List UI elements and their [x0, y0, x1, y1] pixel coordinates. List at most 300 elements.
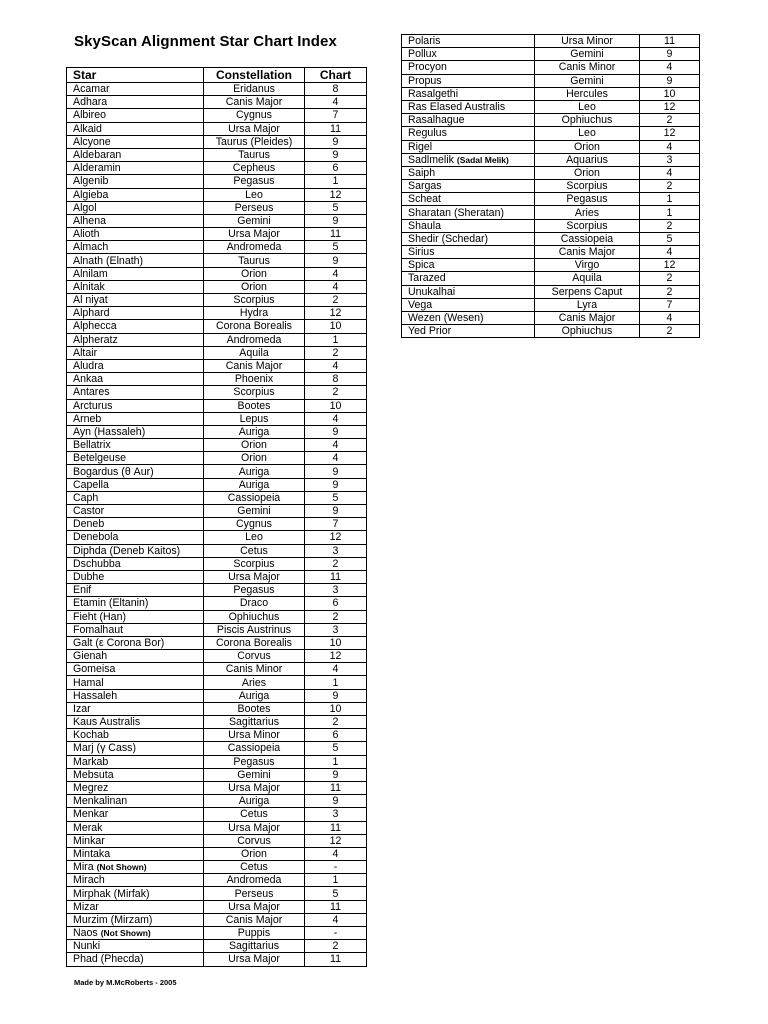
table-row	[67, 927, 367, 940]
chart-number-cell: 9	[640, 48, 700, 61]
constellation-cell: Aries	[535, 206, 640, 219]
chart-number-cell: 1	[640, 206, 700, 219]
constellation-cell: Pegasus	[535, 193, 640, 206]
chart-number-cell: 4	[305, 96, 367, 109]
chart-number-cell: 9	[305, 425, 367, 438]
chart-number-cell: 10	[305, 320, 367, 333]
chart-number-cell: 4	[305, 439, 367, 452]
constellation-cell: Canis Major	[535, 311, 640, 324]
star-name: Adhara	[73, 96, 108, 109]
chart-number-cell: 5	[305, 201, 367, 214]
constellation-cell: Ursa Major	[204, 122, 305, 135]
chart-number-cell: 11	[305, 953, 367, 966]
star-name-cell	[67, 505, 204, 518]
star-name: Pollux	[408, 48, 437, 61]
star-name: Dschubba	[73, 557, 121, 570]
chart-number-cell: 2	[305, 294, 367, 307]
table-row	[402, 325, 700, 338]
constellation-cell: Gemini	[204, 214, 305, 227]
star-name: Murzim (Mirzam)	[73, 913, 153, 926]
table-row	[67, 531, 367, 544]
chart-number-cell: 10	[305, 702, 367, 715]
star-name-cell	[67, 874, 204, 887]
constellation-cell: Orion	[535, 140, 640, 153]
constellation-cell: Pegasus	[204, 175, 305, 188]
table-row	[402, 285, 700, 298]
star-name: Shaula	[408, 219, 441, 232]
chart-number-cell: 1	[305, 333, 367, 346]
star-name-cell	[67, 913, 204, 926]
table-row	[67, 584, 367, 597]
constellation-cell: Ursa Minor	[204, 729, 305, 742]
star-name: Alpheratz	[73, 333, 118, 346]
star-name: Shedir (Schedar)	[408, 232, 489, 245]
table-row	[402, 153, 700, 166]
chart-number-cell: 2	[305, 940, 367, 953]
star-name: Marj (γ Cass)	[73, 742, 136, 755]
constellation-cell: Auriga	[204, 425, 305, 438]
star-name-cell	[67, 689, 204, 702]
constellation-cell: Perseus	[204, 201, 305, 214]
chart-number-cell: 2	[640, 325, 700, 338]
constellation-cell: Canis Major	[204, 359, 305, 372]
star-name-cell	[67, 425, 204, 438]
chart-number-cell: 9	[305, 214, 367, 227]
star-name-cell	[67, 122, 204, 135]
table-row	[67, 425, 367, 438]
page-title: SkyScan Alignment Star Chart Index	[74, 33, 337, 50]
table-row	[67, 201, 367, 214]
star-name: Phad (Phecda)	[73, 953, 144, 966]
table-row	[67, 742, 367, 755]
star-name-cell	[67, 755, 204, 768]
star-name-cell	[67, 940, 204, 953]
star-name: Alphecca	[73, 320, 117, 333]
star-name: Ankaa	[73, 373, 104, 386]
star-name-cell	[67, 294, 204, 307]
chart-number-cell: 8	[305, 83, 367, 96]
star-name-cell	[67, 927, 204, 940]
star-name: Hassaleh	[73, 689, 118, 702]
constellation-cell: Ophiuchus	[535, 325, 640, 338]
table-row	[402, 114, 700, 127]
star-name-cell	[67, 399, 204, 412]
chart-number-cell: 12	[640, 127, 700, 140]
star-name-cell	[67, 900, 204, 913]
table-row	[67, 597, 367, 610]
constellation-cell: Puppis	[204, 927, 305, 940]
table-row	[67, 241, 367, 254]
star-name: Minkar	[73, 834, 105, 847]
table-row	[67, 795, 367, 808]
table-row	[402, 127, 700, 140]
star-name-cell	[402, 140, 535, 153]
table-row	[67, 96, 367, 109]
star-name: Vega	[408, 298, 433, 311]
table-row	[67, 887, 367, 900]
star-name-cell	[67, 201, 204, 214]
chart-number-cell: 11	[305, 228, 367, 241]
star-name-cell	[67, 148, 204, 161]
table-row	[67, 505, 367, 518]
star-name-cell	[67, 716, 204, 729]
constellation-cell: Orion	[204, 452, 305, 465]
star-name-cell	[67, 584, 204, 597]
star-name: Gomeisa	[73, 663, 116, 676]
star-name-cell	[402, 166, 535, 179]
constellation-cell: Ursa Minor	[535, 35, 640, 48]
constellation-cell: Aquila	[204, 346, 305, 359]
chart-number-cell: 5	[305, 742, 367, 755]
table-row	[67, 636, 367, 649]
star-name-cell	[402, 219, 535, 232]
star-name-cell	[67, 834, 204, 847]
star-name: Rasalhague	[408, 114, 465, 127]
constellation-cell: Phoenix	[204, 373, 305, 386]
chart-number-cell: 2	[305, 386, 367, 399]
table-row	[67, 808, 367, 821]
star-name: Alphard	[73, 307, 110, 320]
table-row	[67, 386, 367, 399]
star-name-cell	[67, 96, 204, 109]
constellation-cell: Andromeda	[204, 333, 305, 346]
chart-number-cell: 4	[305, 913, 367, 926]
table-row	[67, 610, 367, 623]
chart-number-cell: 12	[305, 650, 367, 663]
table-row	[402, 193, 700, 206]
chart-number-cell: 11	[305, 122, 367, 135]
table-row	[402, 166, 700, 179]
constellation-cell: Pegasus	[204, 755, 305, 768]
constellation-cell: Ursa Major	[204, 953, 305, 966]
star-name: Menkalinan	[73, 795, 128, 808]
star-name: Bellatrix	[73, 439, 111, 452]
constellation-cell: Gemini	[204, 768, 305, 781]
star-name-cell	[67, 478, 204, 491]
star-name-cell	[67, 676, 204, 689]
table-row	[67, 359, 367, 372]
star-name-cell	[402, 153, 535, 166]
star-name-cell	[67, 320, 204, 333]
star-name-cell	[402, 193, 535, 206]
constellation-cell: Cetus	[204, 861, 305, 874]
table-row	[67, 491, 367, 504]
star-name: Arcturus	[73, 399, 113, 412]
constellation-cell: Cygnus	[204, 109, 305, 122]
star-name: Scheat	[408, 193, 441, 206]
star-name: Ayn (Hassaleh)	[73, 425, 146, 438]
chart-number-cell: 2	[305, 346, 367, 359]
star-name: Unukalhai	[408, 285, 456, 298]
constellation-cell: Leo	[535, 127, 640, 140]
table-row	[402, 246, 700, 259]
table-row	[67, 412, 367, 425]
chart-number-cell: 9	[305, 135, 367, 148]
chart-number-cell: 2	[305, 716, 367, 729]
star-name-cell	[402, 311, 535, 324]
constellation-cell: Taurus	[204, 148, 305, 161]
constellation-cell: Taurus (Pleides)	[204, 135, 305, 148]
chart-number-cell: -	[305, 861, 367, 874]
chart-number-cell: 3	[305, 623, 367, 636]
constellation-cell: Orion	[204, 847, 305, 860]
star-name-cell	[67, 162, 204, 175]
constellation-cell: Piscis Austrinus	[204, 623, 305, 636]
chart-number-cell: 1	[305, 175, 367, 188]
table-row	[402, 87, 700, 100]
constellation-cell: Auriga	[204, 465, 305, 478]
table-row	[67, 135, 367, 148]
star-name-cell	[67, 214, 204, 227]
star-name: Rasalgethi	[408, 87, 459, 100]
table-row	[67, 953, 367, 966]
chart-number-cell: 5	[640, 232, 700, 245]
star-index-table-left	[66, 67, 367, 967]
star-name: Kochab	[73, 729, 109, 742]
chart-number-cell: 12	[305, 531, 367, 544]
table-row	[67, 781, 367, 794]
constellation-cell: Scorpius	[204, 386, 305, 399]
star-name-cell	[402, 87, 535, 100]
star-name-cell	[402, 180, 535, 193]
table-row	[67, 755, 367, 768]
star-name-cell	[67, 188, 204, 201]
chart-number-cell: 5	[305, 241, 367, 254]
chart-number-cell: 2	[640, 219, 700, 232]
table-row	[67, 874, 367, 887]
star-name: Arneb	[73, 412, 102, 425]
star-name: Acamar	[73, 83, 110, 96]
star-name-cell	[402, 100, 535, 113]
constellation-cell: Ursa Major	[204, 900, 305, 913]
star-name: Diphda (Deneb Kaitos)	[73, 544, 181, 557]
star-name: Etamin (Eltanin)	[73, 597, 149, 610]
star-name: Megrez	[73, 782, 109, 795]
chart-number-cell: 9	[640, 74, 700, 87]
star-name-cell	[402, 298, 535, 311]
constellation-cell: Corvus	[204, 650, 305, 663]
constellation-cell: Scorpius	[204, 557, 305, 570]
star-name-cell	[67, 452, 204, 465]
chart-number-cell: 4	[640, 140, 700, 153]
star-name: Alhena	[73, 214, 106, 227]
chart-number-cell: 2	[305, 610, 367, 623]
star-name-cell	[67, 439, 204, 452]
star-name-cell	[402, 272, 535, 285]
star-name-cell	[67, 307, 204, 320]
star-name-cell	[67, 267, 204, 280]
table-row	[67, 109, 367, 122]
star-name-cell	[67, 557, 204, 570]
star-name: Sirius	[408, 246, 435, 259]
chart-number-cell: 4	[305, 452, 367, 465]
chart-number-cell: 1	[305, 874, 367, 887]
constellation-cell: Canis Major	[204, 913, 305, 926]
constellation-cell: Orion	[204, 267, 305, 280]
star-name-cell	[67, 412, 204, 425]
star-name-cell	[402, 325, 535, 338]
star-note: (Not Shown)	[100, 928, 151, 939]
star-name-cell	[67, 175, 204, 188]
chart-number-cell: 2	[640, 272, 700, 285]
constellation-cell: Eridanus	[204, 83, 305, 96]
star-name: Alkaid	[73, 122, 102, 135]
star-name: Mebsuta	[73, 768, 114, 781]
star-name-cell	[67, 808, 204, 821]
star-name-cell	[67, 254, 204, 267]
constellation-cell: Ursa Major	[204, 570, 305, 583]
constellation-cell: Bootes	[204, 702, 305, 715]
table-row	[402, 74, 700, 87]
chart-number-cell: 8	[305, 373, 367, 386]
chart-number-cell: 5	[305, 887, 367, 900]
constellation-cell: Canis Major	[535, 246, 640, 259]
chart-number-cell: 2	[305, 557, 367, 570]
constellation-cell: Taurus	[204, 254, 305, 267]
table-row	[67, 716, 367, 729]
star-name-cell	[67, 83, 204, 96]
star-name-cell	[67, 821, 204, 834]
chart-number-cell: 12	[305, 834, 367, 847]
chart-number-cell: 4	[640, 166, 700, 179]
star-name-cell	[67, 742, 204, 755]
star-name: Algenib	[73, 175, 109, 188]
chart-number-cell: 2	[640, 180, 700, 193]
table-row	[67, 900, 367, 913]
star-name: Enif	[73, 584, 92, 597]
star-name-cell	[402, 232, 535, 245]
constellation-cell: Leo	[204, 531, 305, 544]
table-row	[67, 399, 367, 412]
star-name: Altair	[73, 346, 98, 359]
star-name: Kaus Australis	[73, 716, 141, 729]
author-credit: Made by M.McRoberts - 2005	[74, 978, 177, 987]
constellation-cell: Ophiuchus	[204, 610, 305, 623]
chart-number-cell: 9	[305, 465, 367, 478]
star-name: Nunki	[73, 940, 101, 953]
star-name: Procyon	[408, 61, 447, 74]
constellation-cell: Draco	[204, 597, 305, 610]
constellation-cell: Corvus	[204, 834, 305, 847]
constellation-cell: Andromeda	[204, 874, 305, 887]
table-row	[67, 307, 367, 320]
constellation-cell: Corona Borealis	[204, 636, 305, 649]
star-name-cell	[67, 109, 204, 122]
constellation-cell: Aquarius	[535, 153, 640, 166]
star-name-cell	[67, 610, 204, 623]
table-header-row	[67, 68, 367, 83]
constellation-cell: Auriga	[204, 795, 305, 808]
star-name: Gienah	[73, 650, 108, 663]
constellation-cell: Canis Minor	[204, 663, 305, 676]
star-name: Sargas	[408, 180, 442, 193]
constellation-cell: Ophiuchus	[535, 114, 640, 127]
chart-number-cell: 12	[640, 259, 700, 272]
chart-number-cell: 10	[305, 636, 367, 649]
star-name-cell	[402, 61, 535, 74]
table-row	[67, 834, 367, 847]
star-name-cell	[67, 887, 204, 900]
table-row	[67, 333, 367, 346]
chart-number-cell: 9	[305, 254, 367, 267]
star-name-cell	[67, 228, 204, 241]
star-name: Al niyat	[73, 294, 108, 307]
table-row	[67, 162, 367, 175]
star-name-cell	[402, 206, 535, 219]
chart-number-cell: 3	[305, 808, 367, 821]
table-row	[67, 267, 367, 280]
star-name-cell	[67, 729, 204, 742]
table-row	[402, 100, 700, 113]
table-row	[67, 188, 367, 201]
star-name-cell	[67, 241, 204, 254]
star-name: Fomalhaut	[73, 623, 124, 636]
star-index-table-right	[401, 34, 700, 338]
table-row	[402, 298, 700, 311]
table-row	[67, 175, 367, 188]
table-row	[402, 232, 700, 245]
table-row	[402, 48, 700, 61]
table-row	[402, 259, 700, 272]
chart-number-cell: 5	[305, 491, 367, 504]
star-name-cell	[67, 636, 204, 649]
table-row	[67, 346, 367, 359]
table-row	[67, 478, 367, 491]
table-row	[67, 847, 367, 860]
table-row	[67, 439, 367, 452]
constellation-cell: Lyra	[535, 298, 640, 311]
table-row	[67, 373, 367, 386]
constellation-cell: Cassiopeia	[535, 232, 640, 245]
star-name: Polaris	[408, 35, 441, 48]
table-row	[67, 702, 367, 715]
table-row	[67, 294, 367, 307]
constellation-cell: Scorpius	[204, 294, 305, 307]
star-name-cell	[67, 465, 204, 478]
star-name-cell	[67, 650, 204, 663]
star-name: Merak	[73, 821, 103, 834]
star-name-cell	[402, 74, 535, 87]
star-name-cell	[67, 663, 204, 676]
star-name-cell	[67, 531, 204, 544]
table-row	[402, 35, 700, 48]
table-row	[67, 940, 367, 953]
constellation-cell: Cepheus	[204, 162, 305, 175]
star-name: Deneb	[73, 518, 105, 531]
constellation-column-header: Constellation	[204, 68, 305, 83]
constellation-cell: Scorpius	[535, 219, 640, 232]
table-row	[67, 729, 367, 742]
constellation-cell: Lepus	[204, 412, 305, 425]
chart-number-cell: 11	[305, 570, 367, 583]
star-name: Rigel	[408, 140, 433, 153]
star-name-cell	[402, 246, 535, 259]
star-name: Markab	[73, 755, 109, 768]
star-name: Fieht (Han)	[73, 610, 126, 623]
star-name: Sharatan (Sheratan)	[408, 206, 504, 219]
star-name: Izar	[73, 702, 91, 715]
table-row	[67, 518, 367, 531]
star-name-cell	[67, 544, 204, 557]
star-name-cell	[67, 491, 204, 504]
star-name: Ras Elased Australis	[408, 101, 506, 114]
star-name: Antares	[73, 386, 110, 399]
star-name: Alderamin	[73, 162, 121, 175]
star-name-cell	[402, 259, 535, 272]
chart-number-cell: 4	[305, 359, 367, 372]
star-name-cell	[67, 333, 204, 346]
star-name: Almach	[73, 241, 109, 254]
